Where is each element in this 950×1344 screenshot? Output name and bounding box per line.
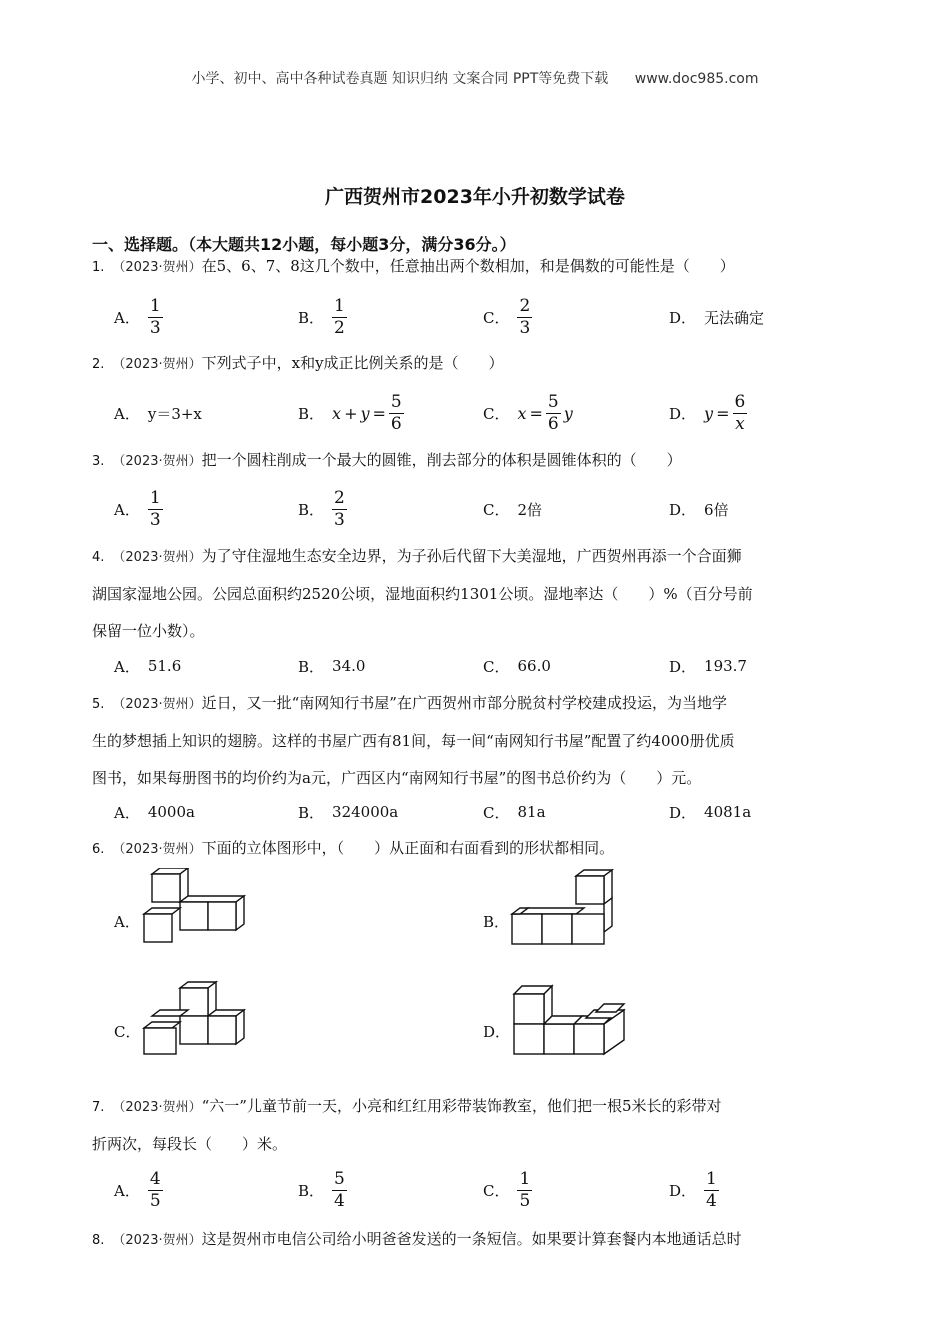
question-4: [92, 538, 862, 650]
q3-option-d[interactable]: D． 6倍: [669, 500, 729, 519]
q4-option-d[interactable]: D． 193.7: [669, 657, 747, 676]
question-3: [92, 442, 862, 480]
q7-option-b[interactable]: B． $\frac{5}{4}$: [298, 1168, 345, 1211]
header-site[interactable]: www.doc985.com: [634, 71, 759, 87]
q4-option-c[interactable]: C． 66.0: [483, 657, 551, 676]
q5-option-a[interactable]: A． 4000a: [114, 803, 195, 822]
question-source: （2023·贺州）: [112, 697, 202, 712]
fraction: $\frac{2}{3}$: [519, 295, 531, 338]
q1-option-d[interactable]: D． 无法确定: [669, 308, 765, 327]
q3-option-a[interactable]: A． $\frac{1}{3}$: [114, 487, 161, 530]
question-text: 折两次，每段长（ ）米。: [92, 1135, 288, 1153]
question-text: 在5、6、7、8这几个数中，任意抽出两个数相加，和是偶数的可能性是（ ）: [201, 257, 735, 275]
q6-option-a[interactable]: A．: [114, 912, 140, 931]
fraction: $\frac{6}{x}$: [734, 391, 746, 434]
question-source: （2023·贺州）: [112, 550, 202, 565]
q4-option-b[interactable]: B． 34.0: [298, 657, 366, 676]
question-7: [92, 1088, 862, 1163]
page-title: 广西贺州市2023年小升初数学试卷: [325, 186, 625, 208]
question-number: 1.: [92, 260, 105, 275]
header-text: 小学、初中、高中各种试卷真题 知识归纳 文案合同 PPT等免费下载: [191, 71, 609, 87]
question-5: [92, 685, 862, 797]
q3-option-b[interactable]: B． $\frac{2}{3}$: [298, 487, 345, 530]
q6-option-b[interactable]: B．: [483, 912, 510, 931]
fraction: $\frac{5}{6}$: [547, 391, 559, 434]
question-6: [92, 830, 862, 868]
q1-option-b[interactable]: B． $\frac{1}{2}$: [298, 295, 345, 338]
fraction: $\frac{1}{3}$: [149, 487, 161, 530]
question-text: 近日，又一批“南网知行书屋”在广西贺州市部分脱贫村学校建成投运，为当地学: [201, 694, 727, 712]
fraction: $\frac{5}{6}$: [390, 391, 402, 434]
fraction: $\frac{1}{3}$: [149, 295, 161, 338]
question-number: 2.: [92, 357, 105, 372]
q2-option-c[interactable]: C． x = $\frac{5}{6}$ y: [483, 391, 573, 434]
fraction: $\frac{4}{5}$: [149, 1168, 161, 1211]
q6-option-c[interactable]: C．: [114, 1022, 141, 1041]
fraction: $\frac{1}{4}$: [706, 1168, 717, 1211]
question-text: 下面的立体图形中，（ ）从正面和右面看到的形状都相同。: [201, 839, 615, 857]
question-text: 这是贺州市电信公司给小明爸爸发送的一条短信。如果要计算套餐内本地通话总时: [201, 1230, 742, 1248]
question-number: 6.: [92, 842, 105, 857]
q1-option-a[interactable]: A． $\frac{1}{3}$: [114, 295, 161, 338]
question-source: （2023·贺州）: [112, 357, 202, 372]
fraction: $\frac{2}{3}$: [334, 487, 345, 530]
q6-option-d[interactable]: D．: [483, 1022, 511, 1041]
question-text: 保留一位小数）。: [92, 622, 205, 640]
q6-figure-a[interactable]: [140, 868, 250, 948]
q2-option-a[interactable]: A． y＝3+x: [114, 404, 202, 423]
q6-figure-c[interactable]: [140, 978, 250, 1058]
question-number: 4.: [92, 550, 105, 565]
q7-option-c[interactable]: C． $\frac{1}{5}$: [483, 1168, 531, 1211]
q5-option-c[interactable]: C． 81a: [483, 803, 546, 822]
question-source: （2023·贺州）: [112, 454, 202, 469]
q5-option-d[interactable]: D． 4081a: [669, 803, 752, 822]
question-number: 3.: [92, 454, 105, 469]
q5-option-b[interactable]: B． 324000a: [298, 803, 399, 822]
fraction: $\frac{5}{4}$: [334, 1168, 345, 1211]
question-number: 5.: [92, 697, 105, 712]
question-1: [92, 248, 862, 286]
question-text: 图书，如果每册图书的均价约为a元，广西区内“南网知行书屋”的图书总价约为（ ）元。: [92, 769, 702, 787]
question-source: （2023·贺州）: [112, 1233, 202, 1248]
q1-option-c[interactable]: C． $\frac{2}{3}$: [483, 295, 531, 338]
question-text: “六一”儿童节前一天，小亮和红红用彩带装饰教室，他们把一根5米长的彩带对: [201, 1097, 722, 1115]
fraction: $\frac{1}{5}$: [519, 1168, 531, 1211]
q7-option-a[interactable]: A． $\frac{4}{5}$: [114, 1168, 161, 1211]
question-text: 为了守住湿地生态安全边界，为子孙后代留下大美湿地，广西贺州再添一个合面狮: [201, 547, 742, 565]
section-heading: 一、选择题。（本大题共12小题，每小题3分，满分36分。）: [92, 235, 516, 254]
page-header: [0, 68, 950, 88]
question-source: （2023·贺州）: [112, 1100, 202, 1115]
q4-option-a[interactable]: A． 51.6: [114, 657, 182, 676]
q2-option-b[interactable]: B． x + y = $\frac{5}{6}$: [298, 391, 402, 434]
question-text: 下列式子中，x和y成正比例关系的是（ ）: [201, 354, 504, 372]
q3-option-c[interactable]: C． 2倍: [483, 500, 543, 519]
question-text: 生的梦想插上知识的翅膀。这样的书屋广西有81间，每一间“南网知行书屋”配置了约4000册优质: [92, 732, 735, 750]
fraction: $\frac{1}{2}$: [334, 295, 345, 338]
question-text: 把一个圆柱削成一个最大的圆锥，削去部分的体积是圆锥体积的（ ）: [201, 451, 682, 469]
question-number: 7.: [92, 1100, 105, 1115]
question-source: （2023·贺州）: [112, 842, 202, 857]
q2-option-d[interactable]: D． y = $\frac{6}{x}$: [669, 391, 746, 434]
q6-figure-d[interactable]: [510, 978, 630, 1058]
question-text: 湖国家湿地公园。公园总面积约2520公顷，湿地面积约1301公顷。湿地率达（ ）%（百分号前: [92, 585, 753, 603]
question-2: [92, 345, 862, 383]
q7-option-d[interactable]: D． $\frac{1}{4}$: [669, 1168, 717, 1211]
question-source: （2023·贺州）: [112, 260, 202, 275]
q6-figure-b[interactable]: [510, 868, 620, 948]
question-number: 8.: [92, 1233, 105, 1248]
question-8: [92, 1221, 862, 1259]
